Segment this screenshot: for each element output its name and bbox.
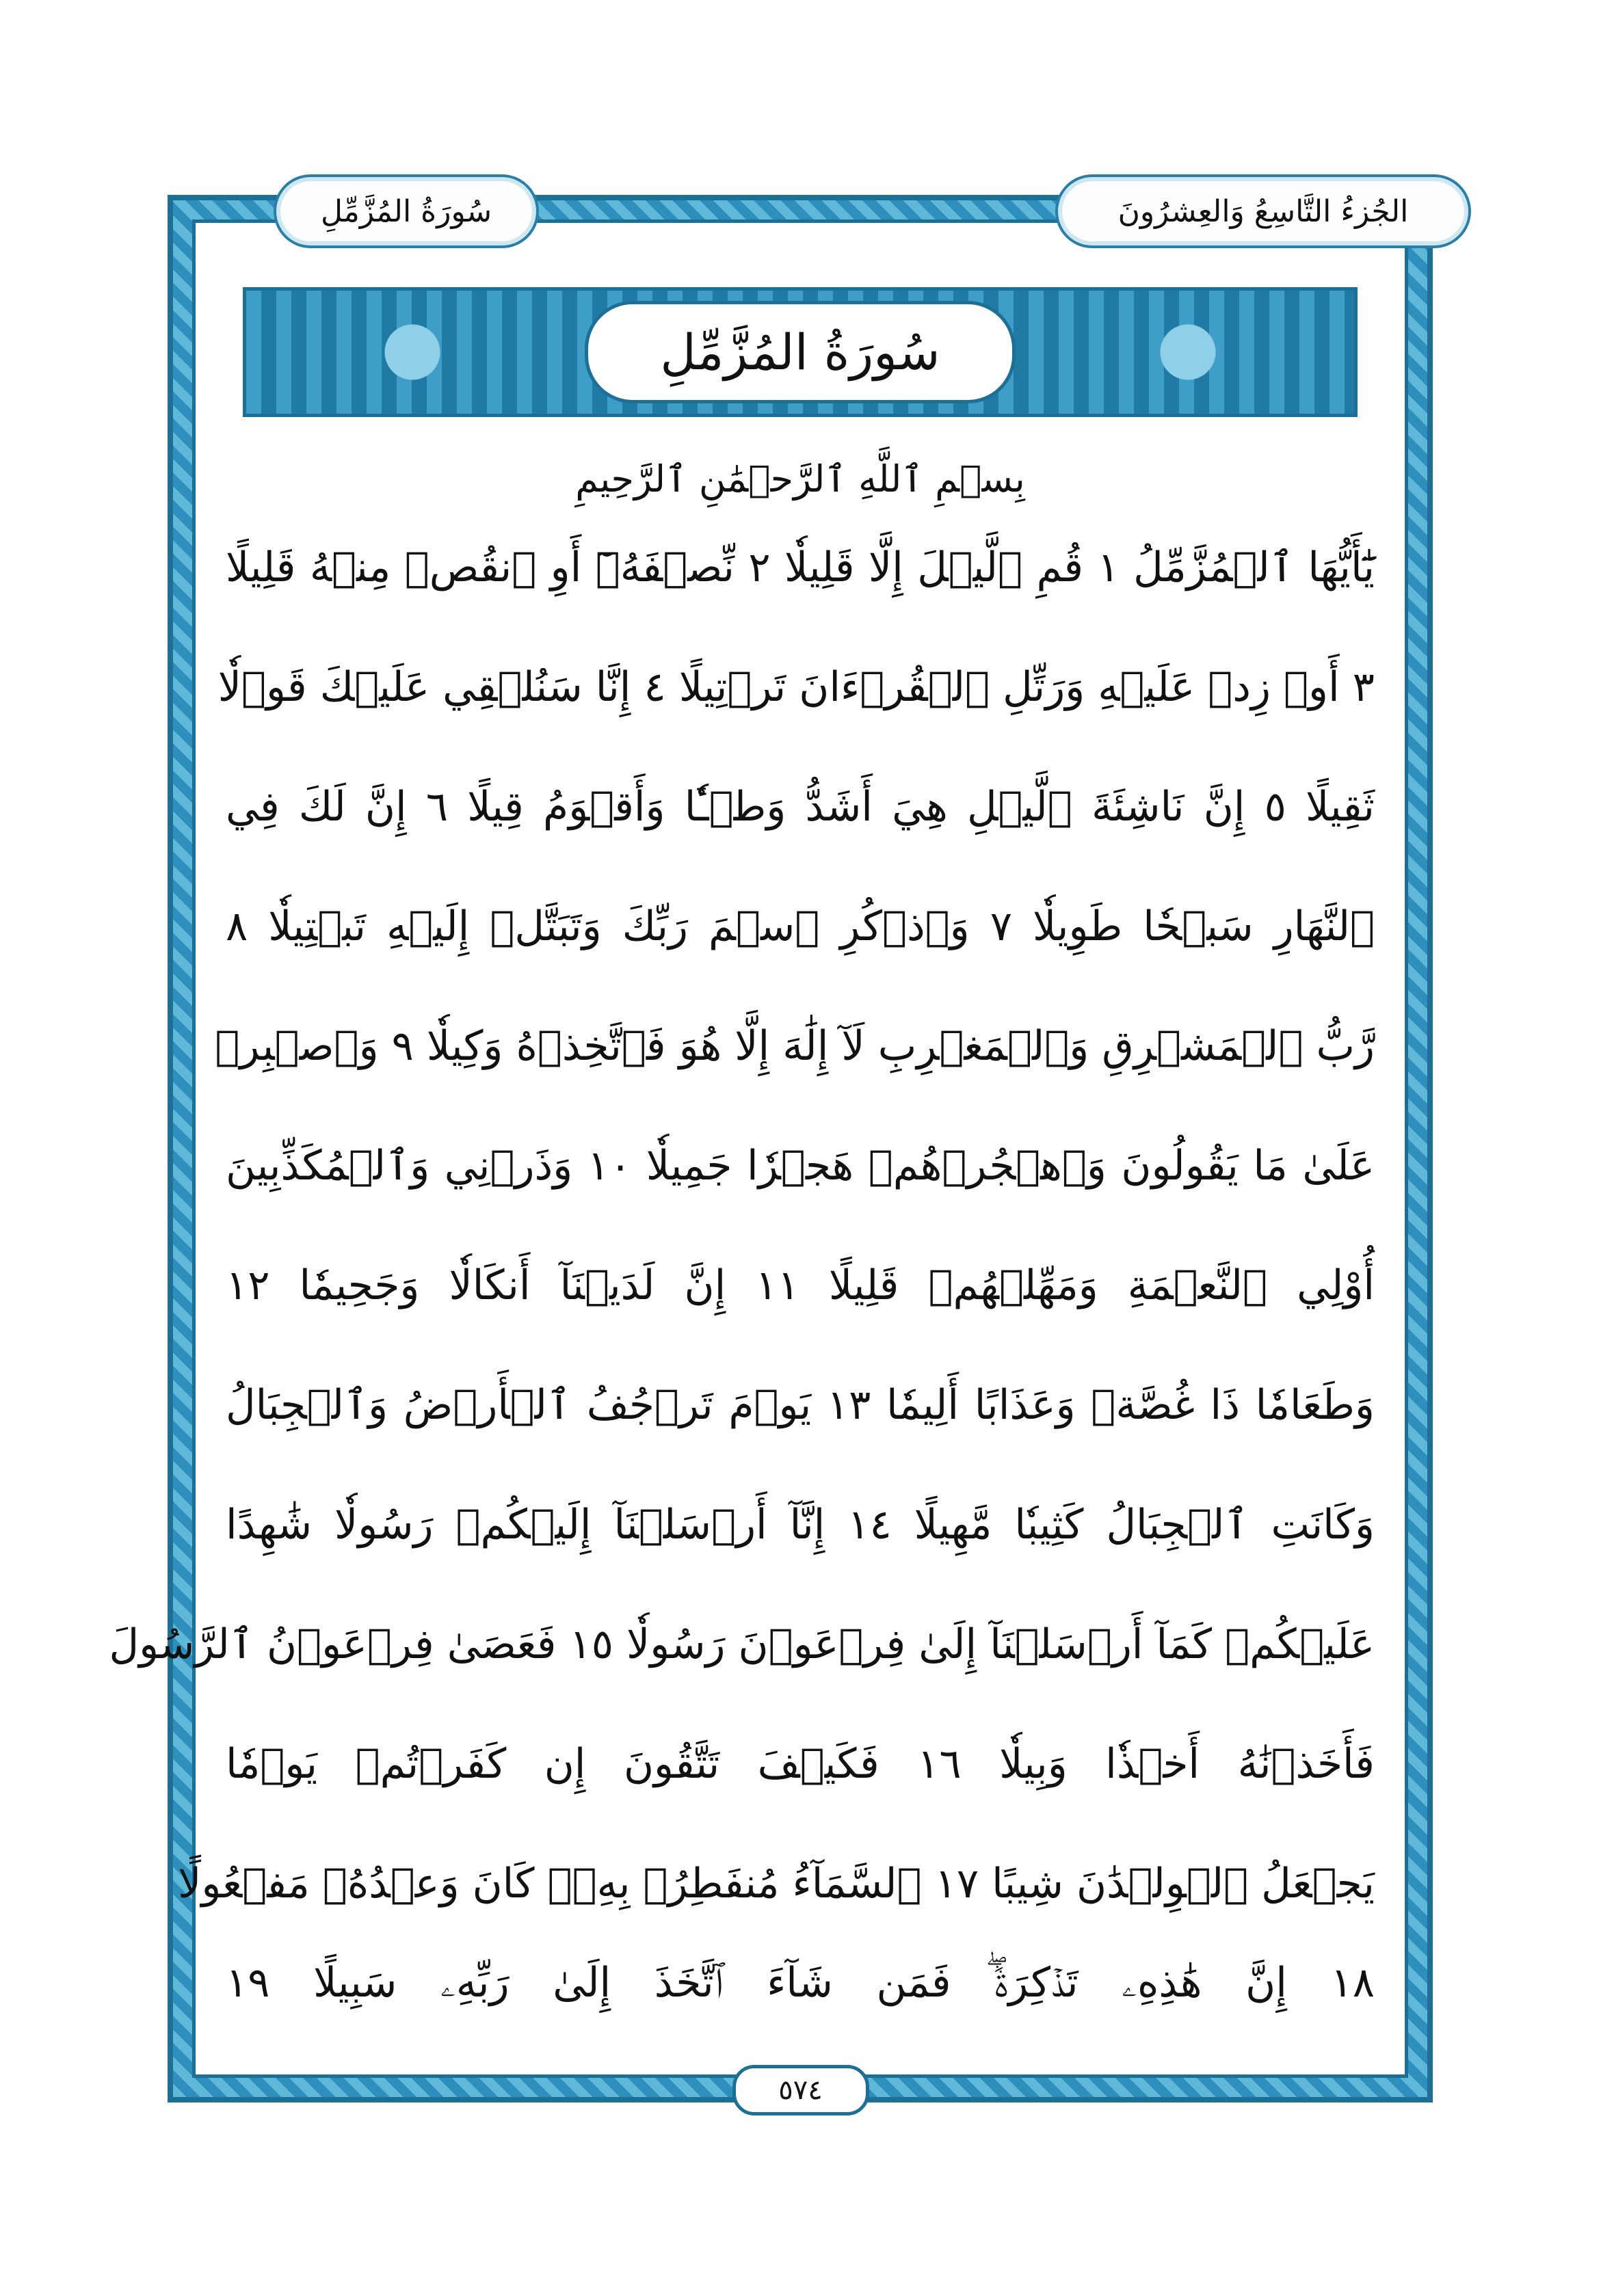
text-line: ٱلنَّهَارِ سَبۡحٗا طَوِيلٗا ٧ وَٱذۡكُرِ ٱسۡمَ رَبِّكَ وَتَبَتَّلۡ إِلَيۡهِ تَبۡتِيلٗا ٨ [226, 903, 1375, 950]
surah-title-band [243, 287, 1358, 417]
text-line: ١٨ إِنَّ هَٰذِهِۦ تَذۡكِرَةٞۖ فَمَن شَآءَ ٱتَّخَذَ إِلَىٰ رَبِّهِۦ سَبِيلًا ١٩ [226, 1959, 1375, 2007]
surah-title [585, 301, 1016, 403]
quran-text [109, 438, 1375, 2031]
text-line: وَكَانَتِ ٱلۡجِبَالُ كَثِيبٗا مَّهِيلًا ١٤ إِنَّآ أَرۡسَلۡنَآ إِلَيۡكُمۡ رَسُولٗا شَٰهِدًا [226, 1501, 1375, 1549]
text-line: يَجۡعَلُ ٱلۡوِلۡدَٰنَ شِيبًا ١٧ ٱلسَّمَآءُ مُنفَطِرُۢ بِهِۦۚ كَانَ وَعۡدُهُۥ مَفۡعُولًا [178, 1860, 1375, 1908]
text-line: رَّبُّ ٱلۡمَشۡرِقِ وَٱلۡمَغۡرِبِ لَآ إِلَٰهَ إِلَّا هُوَ فَٱتَّخِذۡهُ وَكِيلٗا ٩ وَٱصۡبِرۡ [215, 1022, 1375, 1070]
text-line: ثَقِيلًا ٥ إِنَّ نَاشِئَةَ ٱلَّيۡلِ هِيَ أَشَدُّ وَطۡـٔٗا وَأَقۡوَمُ قِيلًا ٦ إِنَّ لَكَ فِي [226, 783, 1375, 831]
text-line: يَٰٓأَيُّهَا ٱلۡمُزَّمِّلُ ١ قُمِ ٱلَّيۡلَ إِلَّا قَلِيلٗا ٢ نِّصۡفَهُۥٓ أَوِ ٱنقُصۡ مِنۡهُ قَلِيلًا [226, 544, 1375, 591]
text-line: أُوْلِي ٱلنَّعۡمَةِ وَمَهِّلۡهُمۡ قَلِيلًا ١١ إِنَّ لَدَيۡنَآ أَنكَالٗا وَجَحِيمٗا ١٢ [226, 1262, 1375, 1309]
page-number-text: ٥٧٤ [778, 2074, 823, 2106]
surah-title-text: سُورَةُ المُزَّمِّلِ [660, 323, 940, 381]
surah-label: سُورَةُ المُزَّمِّلِ [320, 193, 492, 229]
text-line: وَطَعَامٗا ذَا غُصَّةٖ وَعَذَابًا أَلِيمٗا ١٣ يَوۡمَ تَرۡجُفُ ٱلۡأَرۡضُ وَٱلۡجِبَالُ [226, 1381, 1375, 1429]
text-line: عَلَيۡكُمۡ كَمَآ أَرۡسَلۡنَآ إِلَىٰ فِرۡعَوۡنَ رَسُولٗا ١٥ فَعَصَىٰ فِرۡعَوۡنُ ٱلرَّسُولَ [109, 1620, 1375, 1668]
text-line: فَأَخَذۡنَٰهُ أَخۡذٗا وَبِيلٗا ١٦ فَكَيۡفَ تَتَّقُونَ إِن كَفَرۡتُمۡ يَوۡمٗا [226, 1740, 1375, 1788]
juz-label: الجُزءُ التَّاسِعُ وَالعِشرُونَ [1117, 193, 1409, 229]
surah-header [274, 174, 539, 248]
basmala: بِسۡمِ ٱللَّهِ ٱلرَّحۡمَٰنِ ٱلرَّحِيمِ [575, 457, 1025, 500]
juz-header [1055, 174, 1471, 248]
page-number [732, 2065, 869, 2115]
text-line: عَلَىٰ مَا يَقُولُونَ وَٱهۡجُرۡهُمۡ هَجۡرٗا جَمِيلٗا ١٠ وَذَرۡنِي وَٱلۡمُكَذِّبِينَ [226, 1142, 1375, 1190]
text-line: ٣ أَوۡ زِدۡ عَلَيۡهِ وَرَتِّلِ ٱلۡقُرۡءَانَ تَرۡتِيلًا ٤ إِنَّا سَنُلۡقِي عَلَيۡكَ قَوۡلٗا [217, 663, 1375, 711]
